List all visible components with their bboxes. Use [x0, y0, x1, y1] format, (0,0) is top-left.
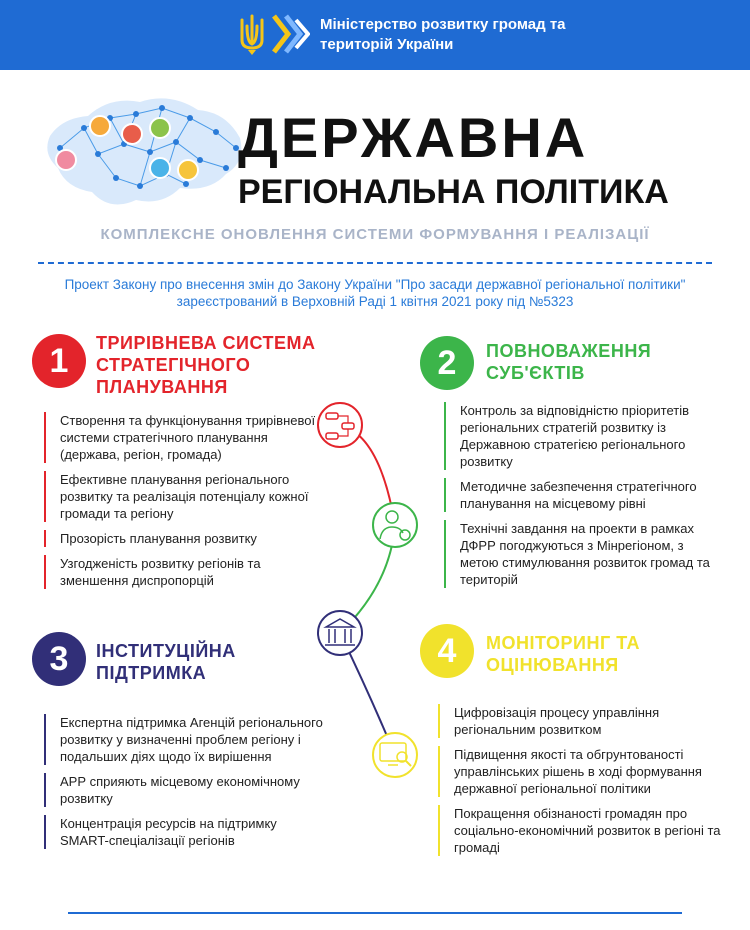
- ministry-name: Міністерство розвитку громад та територій України: [320, 16, 566, 53]
- ukraine-network-map-icon: [40, 88, 250, 228]
- page-subtitle: РЕГІОНАЛЬНА ПОЛІТИКА: [238, 173, 669, 211]
- list-item: Покращення обізнаності громадян про соціально-економічний розвиток в регіоні та громаді: [438, 805, 728, 856]
- list-item: Прозорість планування розвитку: [44, 530, 324, 547]
- dashed-divider: [38, 262, 712, 264]
- list-item: Узгодженість розвитку регіонів та зменшення диспропорцій: [44, 555, 324, 589]
- section-1-list: [44, 412, 324, 597]
- trident-icon: [238, 14, 266, 56]
- section-4-title: МОНІТОРИНГ ТА ОЦІНЮВАННЯ: [486, 633, 641, 675]
- page-title: ДЕРЖАВНА: [238, 106, 589, 169]
- ministry-logo-icon: [270, 12, 310, 56]
- section-3-list: [44, 714, 324, 857]
- list-item: Технічні завдання на проекти в рамках ДФРР погоджуються з Мінрегіоном, з метою стимулювання розвиток громад та територій: [444, 520, 724, 588]
- section-4-number-badge: 4: [420, 624, 474, 678]
- monitor-search-icon: [373, 733, 417, 777]
- section-2-list: [444, 402, 724, 596]
- section-2-title: ПОВНОВАЖЕННЯ СУБ'ЄКТІВ: [486, 341, 652, 383]
- section-2-number-badge: 2: [420, 336, 474, 390]
- list-item: Ефективне планування регіонального розвитку та реалізація потенціалу кожної громади та регіону: [44, 471, 324, 522]
- person-gear-icon: [373, 503, 417, 547]
- list-item: Експертна підтримка Агенцій регіонального розвитку у визначенні проблем регіону і подальших діях щодо їх вирішення: [44, 714, 324, 765]
- section-1-title: ТРИРІВНЕВА СИСТЕМА СТРАТЕГІЧНОГО ПЛАНУВАННЯ: [96, 333, 316, 397]
- list-item: Створення та функціонування трирівневої системи стратегічного планування (держава, регіон, громада): [44, 412, 324, 463]
- section-4-list: [438, 704, 728, 864]
- section-3-number-badge: 3: [32, 632, 86, 686]
- list-item: Підвищення якості та обгрунтованості управлінських рішень в ході формування державної регіональної політики: [438, 746, 728, 797]
- section-3-title: ІНСТИТУЦІЙНА ПІДТРИМКА: [96, 641, 236, 683]
- list-item: АРР сприяють місцевому економічному розвитку: [44, 773, 324, 807]
- list-item: Цифровізація процесу управління регіональним розвитком: [438, 704, 728, 738]
- bottom-divider: [68, 912, 682, 914]
- header-bar: [0, 0, 750, 70]
- institution-icon: [318, 611, 362, 655]
- tagline: КОМПЛЕКСНЕ ОНОВЛЕННЯ СИСТЕМИ ФОРМУВАННЯ І РЕАЛІЗАЦІЇ: [100, 226, 650, 243]
- section-1-number-badge: 1: [32, 334, 86, 388]
- central-connector: [300, 395, 450, 805]
- project-note: Проект Закону про внесення змін до Закону України "Про засади державної регіональної політики" зареєстрований в Верховній Раді 1 квітня 2021 року під №5323: [64, 277, 686, 309]
- list-item: Методичне забезпечення стратегічного планування на місцевому рівні: [444, 478, 724, 512]
- list-item: Контроль за відповідністю пріоритетів регіональних стратегій розвитку із Державною стратегією регіонального розвитку: [444, 402, 724, 470]
- flowchart-icon: [318, 403, 362, 447]
- list-item: Концентрація ресурсів на підтримку SMART-спеціалізації регіонів: [44, 815, 324, 849]
